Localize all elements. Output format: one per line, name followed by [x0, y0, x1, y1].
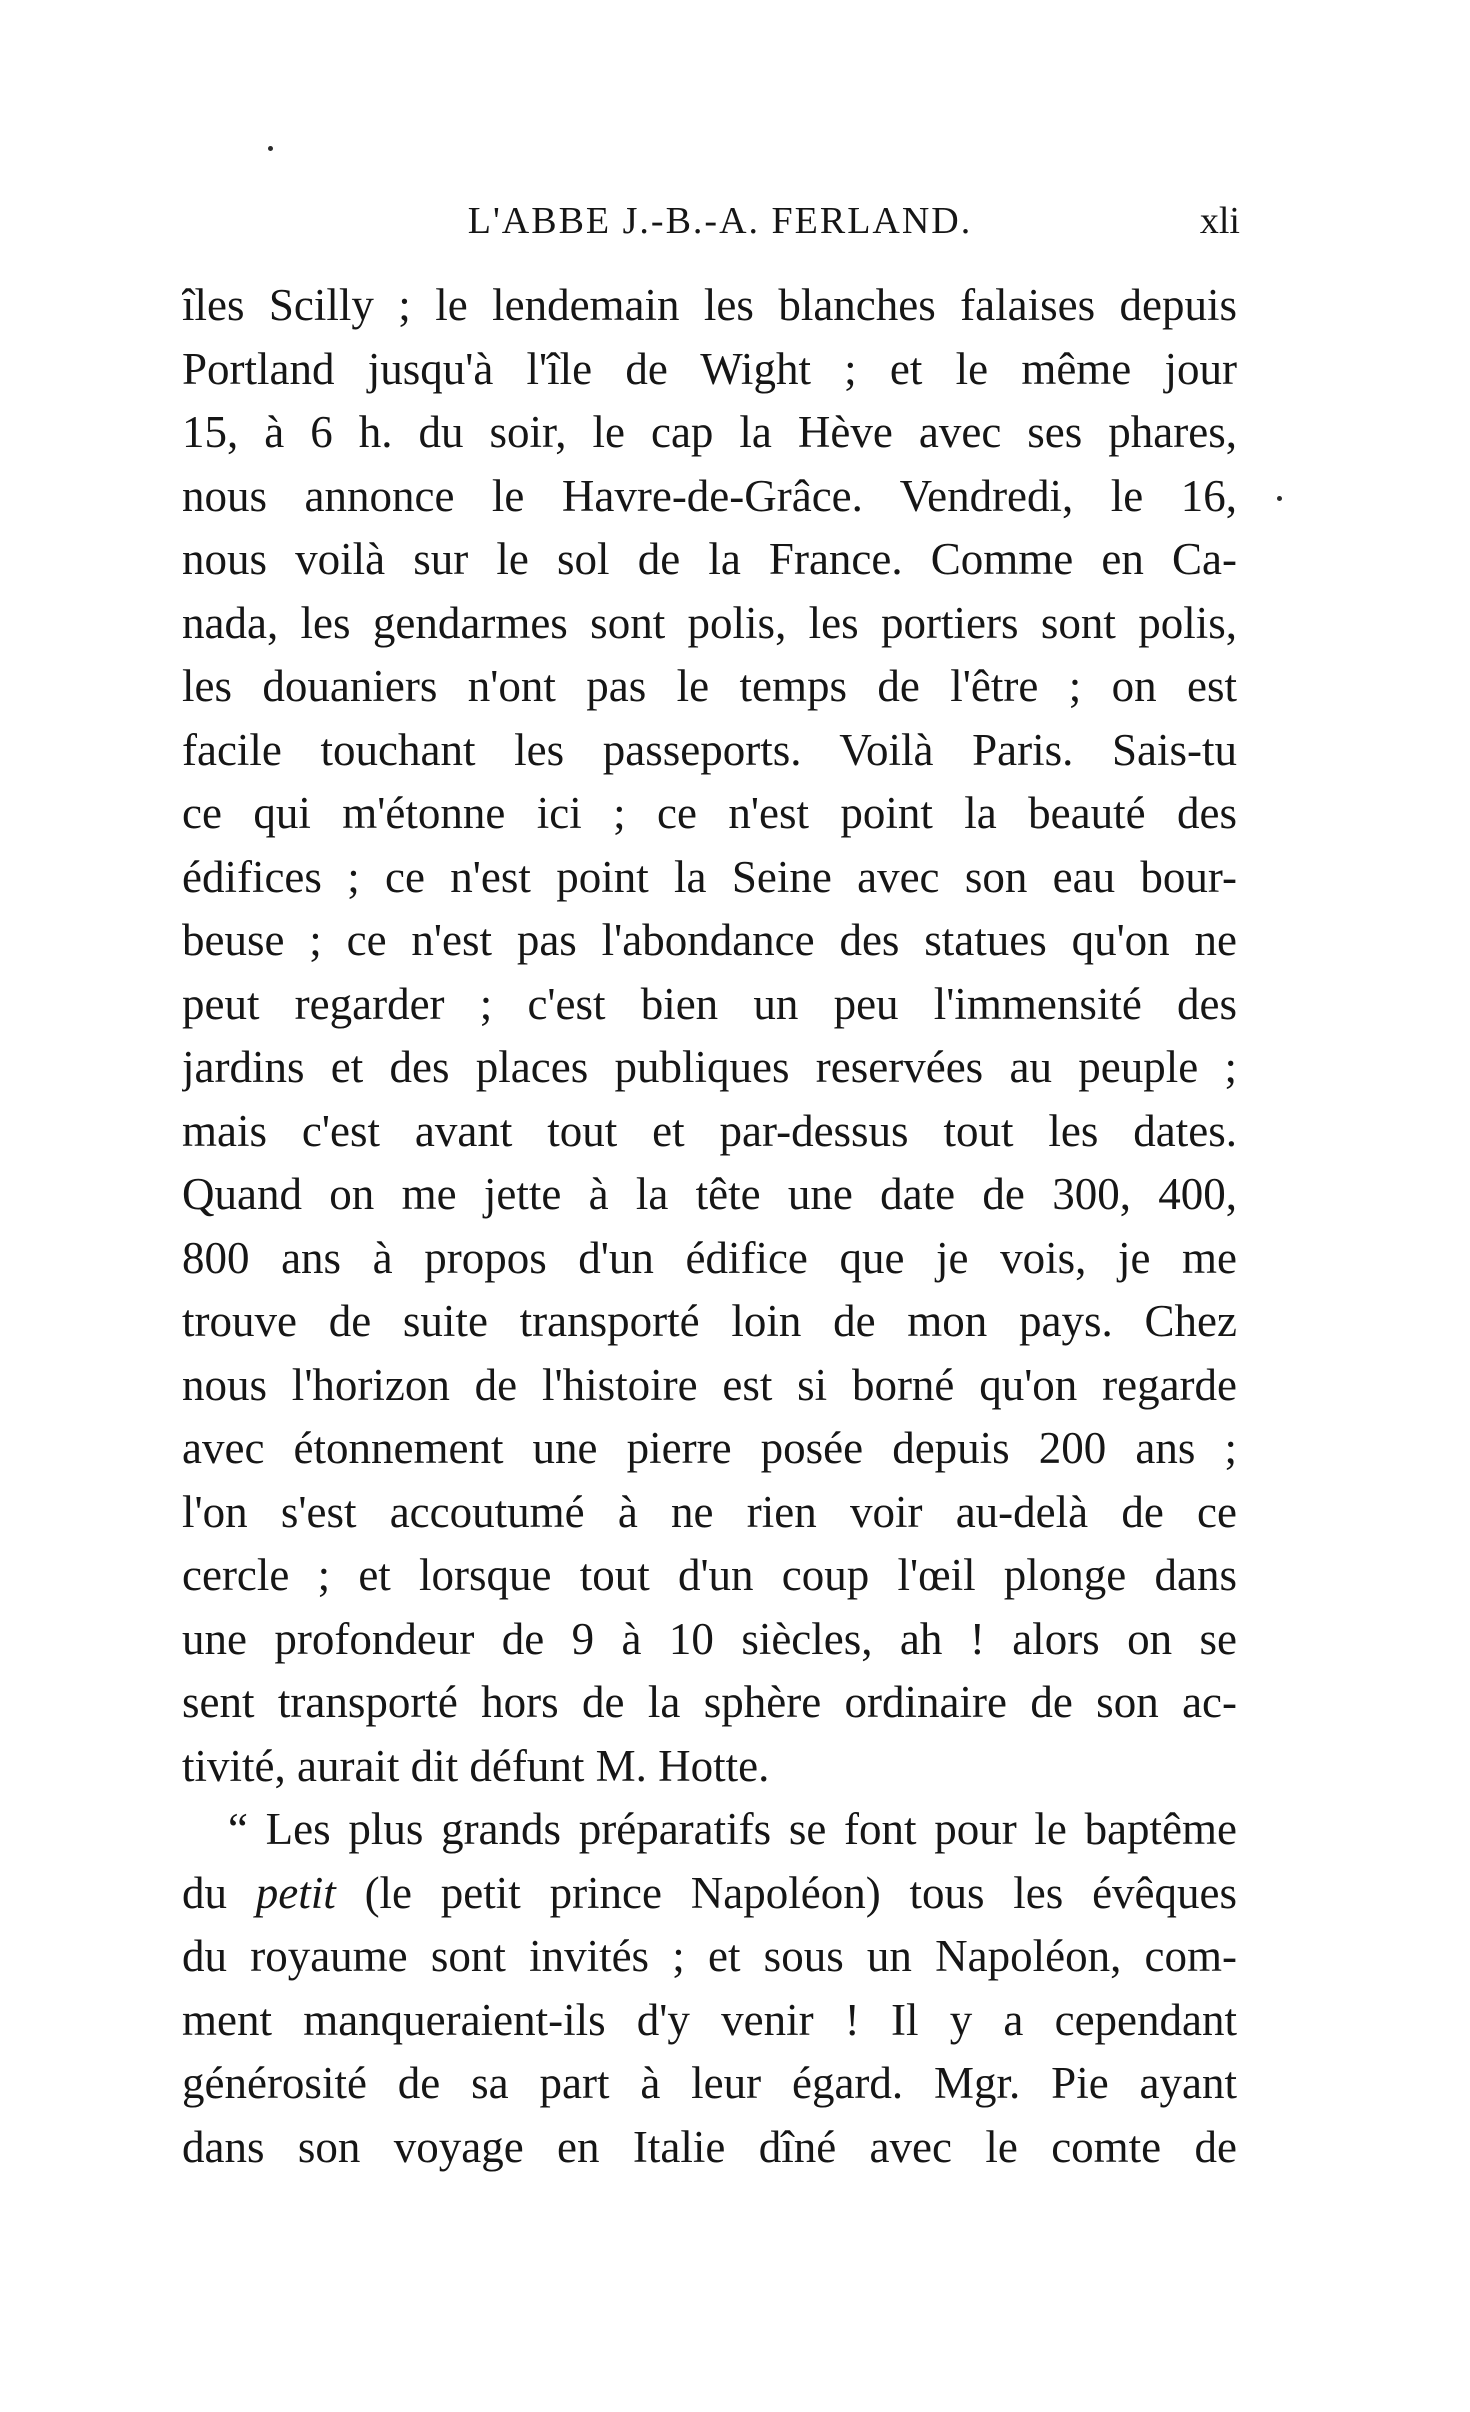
text-line: nous voilà sur le sol de la France. Comme en Ca- — [182, 534, 1237, 584]
text-run: du — [182, 1867, 256, 1918]
text-line: une profondeur de 9 à 10 siècles, ah ! alors on se — [182, 1613, 1237, 1664]
text-line: sent transporté hors de la sphère ordinaire de son ac- — [182, 1677, 1237, 1727]
text-line: tivité, aurait dit défunt M. Hotte. — [182, 1740, 770, 1791]
running-head — [180, 196, 1240, 246]
text-line: générosité de sa part à leur égard. Mgr. Pie ayant — [182, 2058, 1237, 2108]
stray-ink-dot — [1277, 496, 1282, 501]
text-line: peut regarder ; c'est bien un peu l'immensité des — [182, 978, 1237, 1029]
running-title: L'ABBE J.-B.-A. FERLAND. — [467, 200, 973, 242]
text-line: ce qui m'étonne ici ; ce n'est point la beauté des — [182, 788, 1237, 838]
text-line: édifices ; ce n'est point la Seine avec son eau bour- — [182, 851, 1237, 902]
text-line: les douaniers n'ont pas le temps de l'être ; on est — [182, 661, 1237, 711]
text-line: “ Les plus grands préparatifs se font pour le baptême — [228, 1804, 1237, 1854]
text-line: l'on s'est accoutumé à ne rien voir au-delà de ce — [182, 1486, 1237, 1537]
text-line: avec étonnement une pierre posée depuis 200 ans ; — [182, 1423, 1237, 1473]
page-number: xli — [1199, 200, 1240, 242]
text-line: dans son voyage en Italie dîné avec le comte de — [182, 2121, 1237, 2172]
stray-ink-dot — [268, 146, 273, 151]
text-line: nous l'horizon de l'histoire est si borné qu'on regarde — [182, 1359, 1237, 1410]
text-line: Quand on me jette à la tête une date de 300, 400, — [182, 1169, 1237, 1219]
text-run: (le petit prince Napoléon) tous les évêques — [335, 1867, 1237, 1918]
italic-word: petit — [255, 1867, 336, 1918]
text-line: Portland jusqu'à l'île de Wight ; et le même jour — [182, 343, 1237, 394]
text-line: nous annonce le Havre-de-Grâce. Vendredi, le 16, — [182, 470, 1237, 521]
text-line: du royaume sont invités ; et sous un Napoléon, com- — [182, 1931, 1237, 1981]
text-line: ment manqueraient-ils d'y venir ! Il y a cependant — [182, 1994, 1237, 2045]
text-line — [182, 1862, 1237, 1926]
body-text — [182, 274, 1237, 2179]
text-line: facile touchant les passeports. Voilà Paris. Sais-tu — [182, 724, 1237, 775]
text-line: îles Scilly ; le lendemain les blanches falaises depuis — [182, 280, 1237, 330]
text-line: 15, à 6 h. du soir, le cap la Hève avec ses phares, — [182, 407, 1237, 457]
paragraph — [182, 1798, 1237, 2179]
text-line: jardins et des places publiques reservées au peuple ; — [182, 1042, 1237, 1092]
text-line: cercle ; et lorsque tout d'un coup l'œil plonge dans — [182, 1550, 1237, 1600]
paragraph — [182, 274, 1237, 1798]
text-line: trouve de suite transporté loin de mon pays. Chez — [182, 1296, 1237, 1346]
text-line: mais c'est avant tout et par-dessus tout les dates. — [182, 1105, 1237, 1156]
text-line: 800 ans à propos d'un édifice que je vois, je me — [182, 1232, 1237, 1283]
text-line: nada, les gendarmes sont polis, les portiers sont polis, — [182, 597, 1237, 648]
text-line: beuse ; ce n'est pas l'abondance des statues qu'on ne — [182, 915, 1237, 965]
